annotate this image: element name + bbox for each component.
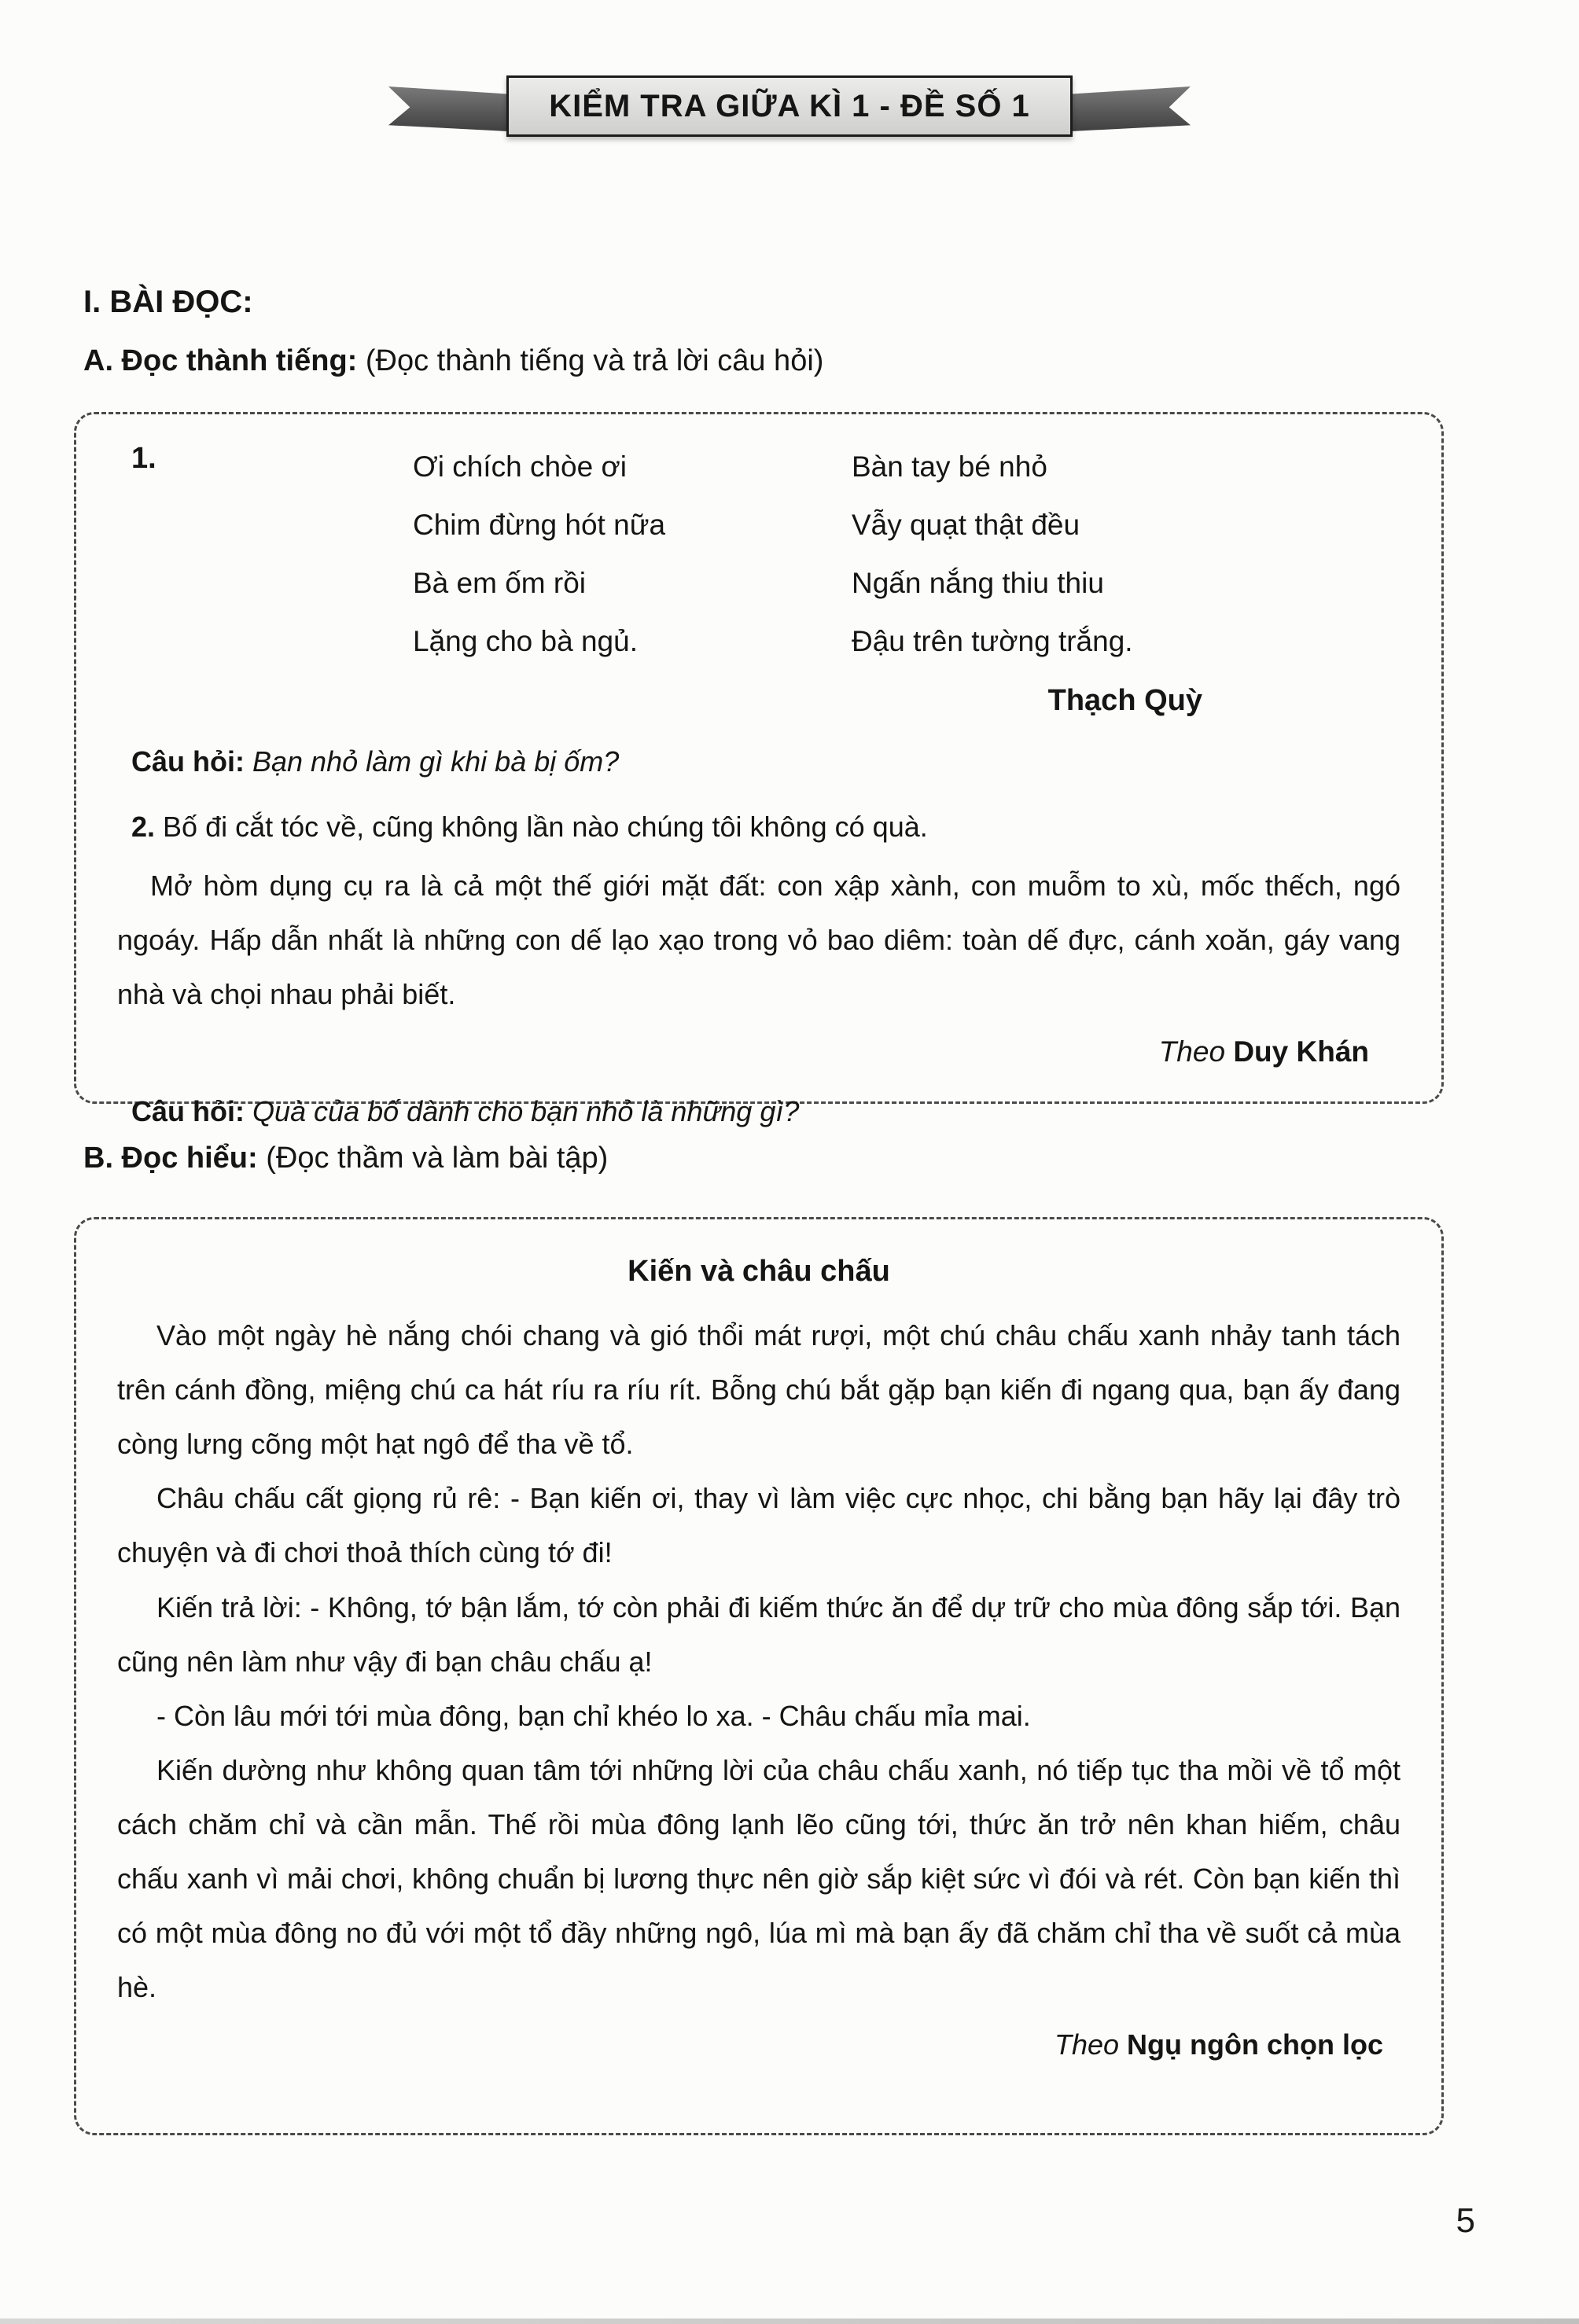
page-number: 5	[1456, 2201, 1475, 2240]
poem-left-column	[413, 438, 784, 671]
story-author-line	[117, 2017, 1400, 2072]
question-1	[117, 734, 1400, 789]
item-1-number: 1.	[131, 442, 156, 475]
reading-comprehension-box	[74, 1217, 1444, 2135]
question-2	[117, 1084, 1400, 1138]
story-author-prefix: Theo	[1054, 2028, 1120, 2061]
item-2-author-line	[117, 1024, 1400, 1079]
story-paragraph: Kiến trả lời: - Không, tớ bận lắm, tớ còn phải đi kiếm thức ăn để dự trữ cho mùa đông sắp tới. Bạn cũng nên làm như vậy đi bạn châu chấu ạ!	[117, 1590, 1400, 1678]
subsection-a-heading	[83, 344, 823, 378]
title-banner	[388, 69, 1191, 148]
poem-block	[117, 438, 1400, 671]
section-heading-reading: I. BÀI ĐỌC:	[83, 285, 253, 319]
subsection-a-label: A. Đọc thành tiếng:	[83, 344, 358, 377]
poem-right-column	[852, 438, 1133, 671]
item-2-lead-text: Bố đi cắt tóc về, cũng không lần nào chúng tôi không có quà.	[163, 811, 928, 844]
story-paragraph: Kiến dường như không quan tâm tới những lời của châu chấu xanh, nó tiếp tục tha mồi về tổ một cách chăm chỉ và cần mẫn. Thế rồi mùa đông lạnh lẽo cũng tới, thức ăn trở nên khan hiếm, châu chấu xanh vì mải chơi, không chuẩn bị lương thực nên giờ sắp kiệt sức vì đói và rét. Còn bạn kiến thì có một mùa đông no đủ với một tổ đầy những ngô, lúa mì mà bạn ấy đã chăm chỉ tha về suốt cả mùa hè.	[117, 1753, 1400, 2004]
poem-line: Ơi chích chòe ơi	[413, 450, 627, 483]
story-paragraph: Châu chấu cất giọng rủ rê: - Bạn kiến ơi, thay vì làm việc cực nhọc, chi bằng bạn hãy lại đây trò chuyện và đi chơi thoả thích cùng tớ đi!	[117, 1482, 1400, 1569]
poem-line: Bàn tay bé nhỏ	[852, 450, 1047, 483]
story-paragraph: - Còn lâu mới tới mùa đông, bạn chỉ khéo lo xa. - Châu chấu mỉa mai.	[156, 1699, 1031, 1732]
poem-line: Vẫy quạt thật đều	[852, 509, 1080, 541]
poem-author: Thạch Quỳ	[1047, 684, 1202, 717]
banner-title: KIỂM TRA GIỮA KÌ 1 - ĐỀ SỐ 1	[506, 75, 1073, 137]
subsection-b-label: B. Đọc hiểu:	[83, 1142, 258, 1175]
subsection-a-note: (Đọc thành tiếng và trả lời câu hỏi)	[365, 344, 824, 377]
question-1-text: Bạn nhỏ làm gì khi bà bị ốm?	[252, 745, 620, 778]
story-paragraph: Vào một ngày hè nắng chói chang và gió thổi mát rượi, một chú châu chấu xanh nhảy tanh tách trên cánh đồng, miệng chú ca hát ríu ra ríu rít. Bỗng chú bắt gặp bạn kiến đi ngang qua, bạn ấy đang còng lưng cõng một hạt ngô để tha về tổ.	[117, 1318, 1400, 1461]
poem-line: Đậu trên tường trắng.	[852, 625, 1133, 657]
poem-line: Bà em ốm rồi	[413, 567, 587, 599]
item-2-author-prefix: Theo	[1158, 1035, 1226, 1068]
poem-line: Chim đừng hót nữa	[413, 509, 666, 541]
poem-line: Lặng cho bà ngủ.	[413, 625, 638, 657]
item-2-paragraph: Mở hòm dụng cụ ra là cả một thế giới mặt đất: con xập xành, con muỗm to xù, mốc thếch, ngó ngoáy. Hấp dẫn nhất là những con dế lạo xạo trong vỏ bao diêm: toàn dế đực, cánh xoăn, gáy vang nhà và chọi nhau phải biết.	[117, 870, 1400, 1011]
question-2-label: Câu hỏi:	[131, 1094, 245, 1127]
subsection-b-heading	[83, 1142, 608, 1175]
item-2-author: Duy Khán	[1233, 1035, 1369, 1068]
scan-bottom-edge	[0, 2318, 1579, 2324]
question-1-label: Câu hỏi:	[131, 745, 245, 778]
item-2-lead	[117, 800, 1400, 854]
question-2-text: Quà của bố dành cho bạn nhỏ là những gì?	[252, 1094, 800, 1127]
item-2-number: 2.	[131, 811, 156, 844]
read-aloud-box	[74, 412, 1444, 1127]
poem-line: Ngấn nắng thiu thiu	[852, 567, 1104, 599]
story-title: Kiến và châu chấu	[628, 1255, 890, 1288]
story-author: Ngụ ngôn chọn lọc	[1127, 2028, 1383, 2061]
subsection-b-note: (Đọc thầm và làm bài tập)	[266, 1142, 609, 1175]
